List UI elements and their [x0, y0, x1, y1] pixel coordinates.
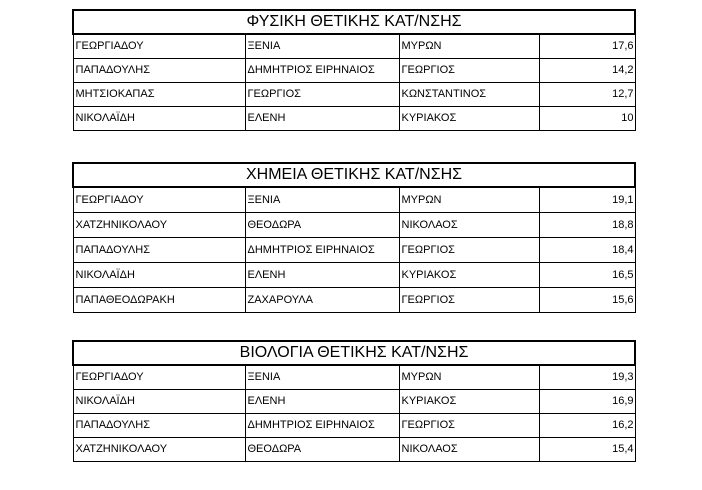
name-cell: ΞΕΝΙΑ	[245, 34, 399, 59]
table-row	[73, 83, 635, 107]
table-row	[73, 263, 635, 288]
surname-cell: ΠΑΠΑΘΕΟΔΩΡΑΚΗ	[73, 288, 245, 313]
father-name-cell: ΚΩΝΣΤΑΝΤΙΝΟΣ	[399, 83, 539, 107]
table-row	[73, 213, 635, 238]
table-row	[73, 238, 635, 263]
father-name-cell: ΚΥΡΙΑΚΟΣ	[399, 390, 539, 414]
name-cell: ΕΛΕΝΗ	[245, 390, 399, 414]
score-cell: 19,1	[539, 187, 635, 213]
name-cell: ΘΕΟΔΩΡΑ	[245, 213, 399, 238]
score-cell: 12,7	[539, 83, 635, 107]
father-name-cell: ΓΕΩΡΓΙΟΣ	[399, 238, 539, 263]
father-name-cell: ΓΕΩΡΓΙΟΣ	[399, 414, 539, 438]
score-cell: 10	[539, 107, 635, 131]
score-cell: 17,6	[539, 34, 635, 59]
name-cell: ΔΗΜΗΤΡΙΟΣ ΕΙΡΗΝΑΙΟΣ	[245, 238, 399, 263]
name-cell: ΕΛΕΝΗ	[245, 263, 399, 288]
father-name-cell: ΜΥΡΩΝ	[399, 365, 539, 390]
surname-cell: ΝΙΚΟΛΑΪΔΗ	[73, 390, 245, 414]
surname-cell: ΠΑΠΑΔΟΥΛΗΣ	[73, 238, 245, 263]
father-name-cell: ΝΙΚΟΛΑΟΣ	[399, 213, 539, 238]
name-cell: ΔΗΜΗΤΡΙΟΣ ΕΙΡΗΝΑΙΟΣ	[245, 59, 399, 83]
surname-cell: ΓΕΩΡΓΙΑΔΟΥ	[73, 187, 245, 213]
surname-cell: ΧΑΤΖΗΝΙΚΟΛΑΟΥ	[73, 438, 245, 462]
table-row	[73, 187, 635, 213]
father-name-cell: ΜΥΡΩΝ	[399, 34, 539, 59]
table-row	[73, 365, 635, 390]
name-cell: ΕΛΕΝΗ	[245, 107, 399, 131]
father-name-cell: ΚΥΡΙΑΚΟΣ	[399, 107, 539, 131]
surname-cell: ΝΙΚΟΛΑΪΔΗ	[73, 263, 245, 288]
score-cell: 18,4	[539, 238, 635, 263]
surname-cell: ΠΑΠΑΔΟΥΛΗΣ	[73, 414, 245, 438]
name-cell: ΘΕΟΔΩΡΑ	[245, 438, 399, 462]
score-cell: 15,6	[539, 288, 635, 313]
score-cell: 16,5	[539, 263, 635, 288]
surname-cell: ΠΑΠΑΔΟΥΛΗΣ	[73, 59, 245, 83]
name-cell: ΖΑΧΑΡΟΥΛΑ	[245, 288, 399, 313]
table-row	[73, 59, 635, 83]
surname-cell: ΧΑΤΖΗΝΙΚΟΛΑΟΥ	[73, 213, 245, 238]
name-cell: ΞΕΝΙΑ	[245, 187, 399, 213]
table-row	[73, 414, 635, 438]
father-name-cell: ΚΥΡΙΑΚΟΣ	[399, 263, 539, 288]
biology-table	[72, 340, 636, 462]
table-row	[73, 288, 635, 313]
name-cell: ΞΕΝΙΑ	[245, 365, 399, 390]
score-cell: 16,9	[539, 390, 635, 414]
surname-cell: ΝΙΚΟΛΑΪΔΗ	[73, 107, 245, 131]
father-name-cell: ΝΙΚΟΛΑΟΣ	[399, 438, 539, 462]
score-cell: 14,2	[539, 59, 635, 83]
physics-table	[72, 9, 636, 131]
score-cell: 18,8	[539, 213, 635, 238]
score-cell: 19,3	[539, 365, 635, 390]
father-name-cell: ΓΕΩΡΓΙΟΣ	[399, 59, 539, 83]
table-row	[73, 390, 635, 414]
father-name-cell: ΜΥΡΩΝ	[399, 187, 539, 213]
table-row	[73, 438, 635, 462]
score-cell: 15,4	[539, 438, 635, 462]
surname-cell: ΜΗΤΣΙΟΚΑΠΑΣ	[73, 83, 245, 107]
name-cell: ΔΗΜΗΤΡΙΟΣ ΕΙΡΗΝΑΙΟΣ	[245, 414, 399, 438]
table-row	[73, 107, 635, 131]
table-row	[73, 34, 635, 59]
surname-cell: ΓΕΩΡΓΙΑΔΟΥ	[73, 34, 245, 59]
father-name-cell: ΓΕΩΡΓΙΟΣ	[399, 288, 539, 313]
table-title: ΦΥΣΙΚΗ ΘΕΤΙΚΗΣ ΚΑΤ/ΝΣΗΣ	[73, 10, 635, 34]
table-title: ΒΙΟΛΟΓΙΑ ΘΕΤΙΚΗΣ ΚΑΤ/ΝΣΗΣ	[73, 341, 635, 365]
surname-cell: ΓΕΩΡΓΙΑΔΟΥ	[73, 365, 245, 390]
score-cell: 16,2	[539, 414, 635, 438]
table-title: ΧΗΜΕΙΑ ΘΕΤΙΚΗΣ ΚΑΤ/ΝΣΗΣ	[73, 163, 635, 187]
chemistry-table	[72, 162, 636, 313]
name-cell: ΓΕΩΡΓΙΟΣ	[245, 83, 399, 107]
